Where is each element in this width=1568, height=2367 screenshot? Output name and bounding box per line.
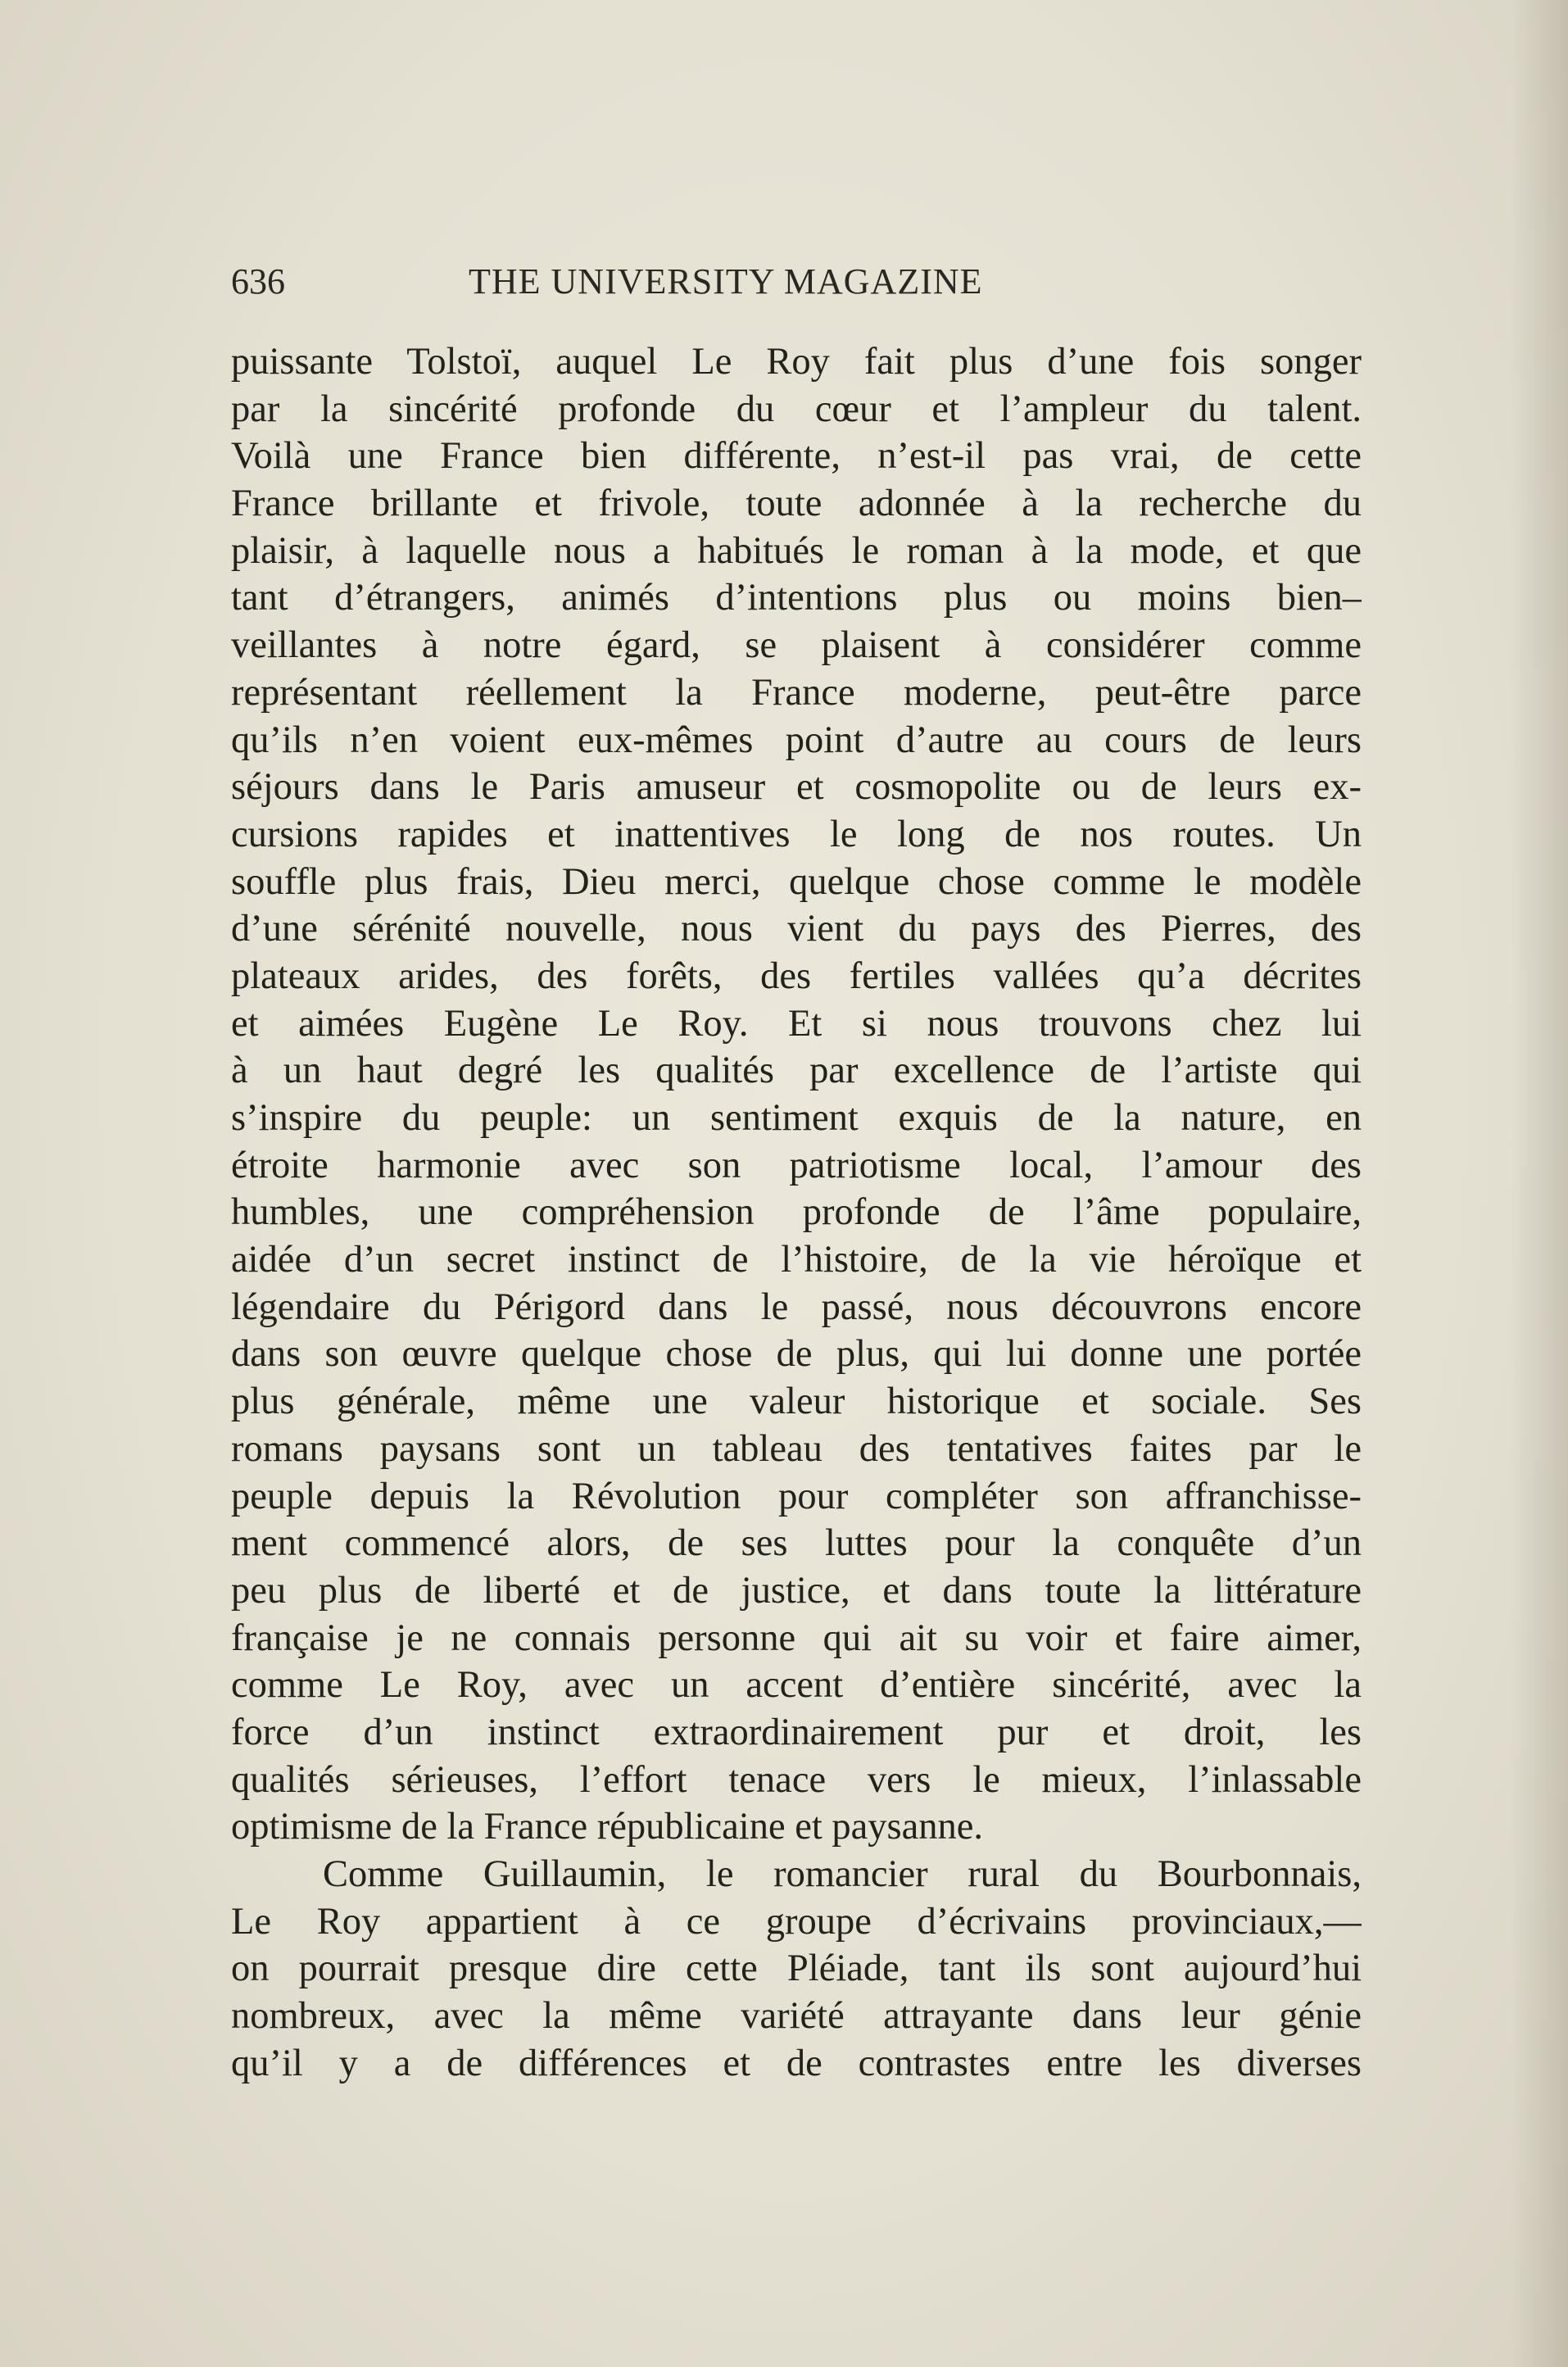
text-line: humbles, une compréhension profonde de l’âme populaire, [231, 1191, 1362, 1234]
text-line: on pourrait presque dire cette Pléiade, tant ils sont aujourd’hui [231, 1948, 1362, 1990]
text-line: peuple depuis la Révolution pour compléter son affranchisse- [231, 1475, 1362, 1517]
text-line: qu’il y a de différences et de contrastes entre les diverses [231, 2042, 1362, 2084]
text-line: veillantes à notre égard, se plaisent à considérer comme [231, 624, 1362, 667]
text-line: légendaire du Périgord dans le passé, nous découvrons encore [231, 1286, 1362, 1328]
text-line: ment commencé alors, de ses luttes pour la conquête d’un [231, 1522, 1362, 1565]
text-line: représentant réellement la France moderne, peut-être parce [231, 671, 1362, 714]
text-line: force d’un instinct extraordinairement pur et droit, les [231, 1711, 1362, 1753]
text-line: qualités sérieuses, l’effort tenace vers le mieux, l’inlassable [231, 1758, 1362, 1801]
paragraph-end-line: optimisme de la France républicaine et paysanne. [231, 1806, 984, 1848]
text-line: comme Le Roy, avec un accent d’entière sincérité, avec la [231, 1664, 1362, 1707]
text-line: cursions rapides et inattentives le long de nos routes. Un [231, 813, 1362, 855]
text-line: à un haut degré les qualités par excellence de l’artiste qui [231, 1050, 1362, 1092]
text-line: française je ne connais personne qui ait su voir et faire aimer, [231, 1617, 1362, 1659]
text-line: puissante Tolstoï, auquel Le Roy fait plus d’une fois songer [231, 341, 1362, 383]
text-line: s’inspire du peuple: un sentiment exquis de la nature, en [231, 1097, 1362, 1139]
text-line: peu plus de liberté et de justice, et dans toute la littérature [231, 1569, 1362, 1612]
text-line: France brillante et frivole, toute adonnée à la recherche du [231, 483, 1362, 525]
page-edge-shadow [1511, 0, 1568, 2367]
text-line: dans son œuvre quelque chose de plus, qui lui donne une portée [231, 1333, 1362, 1376]
text-line: et aimées Eugène Le Roy. Et si nous trouvons chez lui [231, 1002, 1362, 1045]
text-line: aidée d’un secret instinct de l’histoire, de la vie héroïque et [231, 1239, 1362, 1281]
text-line: romans paysans sont un tableau des tentatives faites par le [231, 1427, 1362, 1470]
text-line: par la sincérité profonde du cœur et l’ampleur du talent. [231, 388, 1362, 430]
body-text [231, 338, 1362, 2087]
text-line: souffle plus frais, Dieu merci, quelque chose comme le modèle [231, 860, 1362, 903]
text-line: plus générale, même une valeur historique et sociale. Ses [231, 1381, 1362, 1423]
journal-title: THE UNIVERSITY MAGAZINE [469, 261, 983, 302]
text-line: séjours dans le Paris amuseur et cosmopolite ou de leurs ex- [231, 766, 1362, 809]
text-line: d’une sérénité nouvelle, nous vient du pays des Pierres, des [231, 908, 1362, 950]
text-line: plateaux arides, des forêts, des fertiles vallées qu’a décrites [231, 955, 1362, 997]
text-line: plaisir, à laquelle nous a habitués le roman à la mode, et que [231, 529, 1362, 572]
text-line: Le Roy appartient à ce groupe d’écrivains provinciaux,— [231, 1900, 1362, 1943]
text-line: nombreux, avec la même variété attrayante dans leur génie [231, 1995, 1362, 2038]
text-line: étroite harmonie avec son patriotisme local, l’amour des [231, 1144, 1362, 1186]
text-line: Voilà une France bien différente, n’est-il pas vrai, de cette [231, 435, 1362, 478]
text-line: tant d’étrangers, animés d’intentions plus ou moins bien– [231, 577, 1362, 619]
running-head [231, 261, 1329, 310]
paragraph-start-line: Comme Guillaumin, le romancier rural du Bourbonnais, [323, 1853, 1362, 1895]
text-line: qu’ils n’en voient eux-mêmes point d’autre au cours de leurs [231, 719, 1362, 761]
page-number: 636 [231, 261, 285, 302]
